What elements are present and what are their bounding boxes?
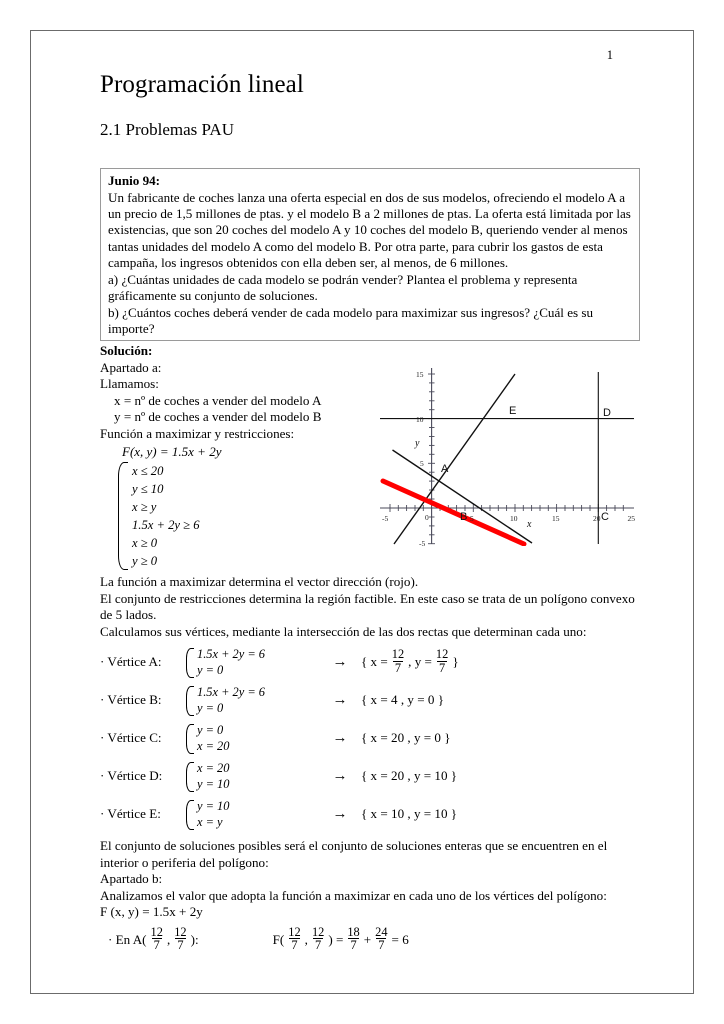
eval-a-rhs-plus: + (363, 931, 372, 947)
svg-text:10: 10 (510, 513, 518, 523)
note-feasible-region: El conjunto de restricciones determina la región factible. En este caso se trata de un polígono convexo de 5 lados. (100, 590, 635, 623)
eval-a-rhs-mid: ) = (328, 931, 344, 947)
vertices-list (100, 644, 640, 832)
constraint-6: y ≥ 0 (132, 554, 158, 569)
constraint-5: x ≥ 0 (132, 536, 158, 551)
svg-text:10: 10 (416, 414, 424, 424)
numerator: 12 (174, 924, 187, 939)
vertex-row-a (100, 644, 640, 680)
page-number: 1 (606, 48, 613, 62)
problem-heading: Junio 94: (108, 173, 161, 189)
vertex-e-eq1: y = 10 (197, 798, 230, 813)
eval-a-computation (272, 924, 409, 953)
vertex-e-label: · Vértice E: (100, 806, 161, 822)
vertex-a-result-prefix: { x = (361, 654, 388, 670)
vertex-c-arrow: → (332, 729, 348, 746)
vertex-c-system (184, 722, 319, 755)
numerator: 12 (150, 924, 163, 939)
eval-a-prefix: · En A( (108, 931, 147, 947)
vertex-row-b (100, 682, 640, 718)
vertex-a-brace (186, 648, 194, 678)
solution-setup-area (100, 360, 640, 570)
vertex-b-arrow: → (332, 691, 348, 708)
denominator: 7 (153, 938, 160, 953)
numerator: 12 (311, 924, 325, 939)
vertex-c-result: { x = 20 , y = 0 } (361, 730, 451, 746)
vertex-b-label: · Vértice B: (100, 692, 162, 708)
definition-y: y = nº de coches a vender del modelo B (114, 409, 322, 425)
vertex-a-result (361, 649, 459, 675)
note-vertices-intro: Calculamos sus vértices, mediante la intersección de las dos rectas que determinan cada uno: (100, 623, 587, 639)
vertex-d-arrow: → (332, 767, 348, 784)
vertex-a-label: · Vértice A: (100, 654, 162, 670)
eval-a-rhs-equals: = 6 (391, 931, 409, 947)
denominator: 7 (177, 938, 184, 953)
vertex-b-eq1: 1.5x + 2y = 6 (197, 684, 265, 699)
svg-text:E: E (509, 404, 517, 417)
objective-plain: F (x, y) = 1.5x + 2y (100, 904, 203, 920)
vertex-a-system (184, 646, 319, 679)
problem-question-a: a) ¿Cuántas unidades de cada modelo se podrán vender? Plantea el problema y representa gráficamente su conjunto de soluciones. (108, 271, 578, 304)
document-page (30, 30, 694, 994)
numerator: 12 (288, 924, 301, 939)
vertex-e-arrow: → (332, 805, 348, 822)
svg-text:B: B (460, 510, 468, 523)
vertex-a-result-suffix: } (452, 654, 459, 670)
document-content (100, 71, 640, 953)
vertex-e-eq2: x = y (197, 815, 223, 830)
numerator: 12 (435, 647, 449, 662)
eval-a-sep: , (166, 931, 171, 947)
constraint-1: x ≤ 20 (132, 464, 164, 479)
vertex-c-brace (186, 724, 194, 754)
svg-text:A: A (441, 462, 449, 475)
objective-label: Función a maximizar y restricciones: (100, 425, 295, 441)
vertex-d-eq2: y = 10 (197, 777, 230, 792)
problem-text: Un fabricante de coches lanza una oferta especial en dos de sus modelos, ofreciendo el modelo A a un precio de 1,5 millones de ptas. y el modelo B a 2 millones de ptas. La oferta está limitada por las existencias, que son 20 coches del modelo A y 10 coches del modelo B, queriendo vender al menos tantas unidades del modelo A como del modelo B. Por otra parte, para cubrir los gastos de esta campaña, los ingresos obtenidos con ella deben ser, al menos, de 6 millones. (108, 189, 631, 271)
note-integer-solutions: El conjunto de soluciones posibles será el conjunto de soluciones enteras que se encuentren en el interior o periferia del polígono: (100, 838, 608, 870)
svg-text:20: 20 (593, 513, 601, 523)
svg-text:15: 15 (552, 513, 560, 523)
vertex-d-brace (186, 762, 194, 792)
solution-tail (100, 838, 640, 953)
vertex-d-eq1: x = 20 (197, 760, 230, 775)
denominator: 7 (378, 938, 385, 953)
svg-text:y: y (415, 437, 420, 449)
vertex-c-label: · Vértice C: (100, 730, 162, 746)
denominator: 7 (350, 938, 357, 953)
vertex-e-result: { x = 10 , y = 10 } (361, 806, 458, 822)
eval-a-fraction-1 (149, 926, 165, 952)
system-brace (118, 462, 128, 570)
vertex-b-eq2: y = 0 (197, 701, 224, 716)
svg-text:-5: -5 (419, 538, 426, 546)
vertex-a-arrow: → (332, 653, 348, 670)
section-heading: 2.1 Problemas PAU (100, 119, 234, 139)
denominator: 7 (394, 660, 402, 675)
numerator: 18 (347, 924, 360, 939)
constraint-3: x ≥ y (132, 500, 157, 515)
eval-a-rhs-prefix: F( (272, 931, 285, 947)
definition-x: x = nº de coches a vender del modelo A (114, 392, 322, 408)
vertex-e-system (184, 798, 319, 831)
svg-text:5: 5 (420, 458, 424, 468)
problem-statement-box (100, 168, 640, 341)
vertex-row-c (100, 720, 640, 756)
vertex-row-e (100, 796, 640, 832)
eval-a-rhs-fraction-3 (345, 926, 361, 952)
vertex-row-d (100, 758, 640, 794)
svg-text:15: 15 (416, 369, 424, 379)
note-analyze-vertices: Analizamos el valor que adopta la función a maximizar en cada uno de los vértices del polígono: (100, 887, 607, 903)
svg-text:D: D (603, 406, 611, 419)
svg-text:-5: -5 (382, 513, 389, 523)
eval-a-rhs-sep: , (304, 931, 308, 947)
numerator: 12 (391, 647, 405, 662)
eval-a-fraction-2 (172, 926, 188, 952)
constraint-2: y ≤ 10 (132, 482, 164, 497)
llamamos-label: Llamamos: (100, 376, 159, 392)
constraints-system (100, 462, 640, 570)
eval-a-point (108, 924, 199, 953)
eval-a-rhs-fraction-1 (286, 926, 302, 952)
vertex-b-system (184, 684, 319, 717)
denominator: 7 (315, 938, 322, 953)
vertex-b-brace (186, 686, 194, 716)
solution-heading: Solución: (100, 343, 153, 359)
denominator: 7 (439, 660, 446, 675)
svg-text:x: x (527, 518, 532, 530)
eval-a-suffix: ): (190, 931, 199, 947)
numerator: 24 (375, 924, 388, 939)
note-direction-vector: La función a maximizar determina el vector dirección (rojo). (100, 574, 419, 590)
vertex-b-result: { x = 4 , y = 0 } (361, 692, 444, 708)
eval-a-rhs-fraction-4 (373, 926, 389, 952)
vertex-d-system (184, 760, 319, 793)
page-title: Programación lineal (100, 71, 304, 98)
vertex-a-result-mid: , y = (408, 654, 432, 670)
vertex-a-fraction-y (434, 648, 450, 674)
svg-text:C: C (601, 510, 609, 523)
evaluation-at-a (100, 924, 640, 953)
vertex-a-eq1: 1.5x + 2y = 6 (197, 646, 265, 661)
svg-text:25: 25 (627, 513, 635, 523)
svg-text:5: 5 (470, 513, 474, 523)
denominator: 7 (291, 938, 298, 953)
vertex-c-eq2: x = 20 (197, 739, 230, 754)
apartado-b-label: Apartado b: (100, 871, 163, 887)
eval-a-rhs-fraction-2 (310, 926, 326, 952)
svg-text:0: 0 (425, 512, 429, 522)
vertex-e-brace (186, 800, 194, 830)
apartado-a-label: Apartado a: (100, 359, 162, 375)
problem-question-b: b) ¿Cuántos coches deberá vender de cada modelo para maximizar sus ingresos? ¿Cuál es su importe? (108, 304, 594, 336)
vertex-d-label: · Vértice D: (100, 768, 163, 784)
vertex-c-eq1: y = 0 (197, 722, 224, 737)
constraint-4: 1.5x + 2y ≥ 6 (132, 518, 200, 533)
objective-function: F(x, y) = 1.5x + 2y (122, 444, 222, 460)
vertex-a-fraction-x (390, 648, 406, 674)
vertex-a-eq2: y = 0 (197, 663, 224, 678)
vertex-d-result: { x = 20 , y = 10 } (361, 768, 458, 784)
